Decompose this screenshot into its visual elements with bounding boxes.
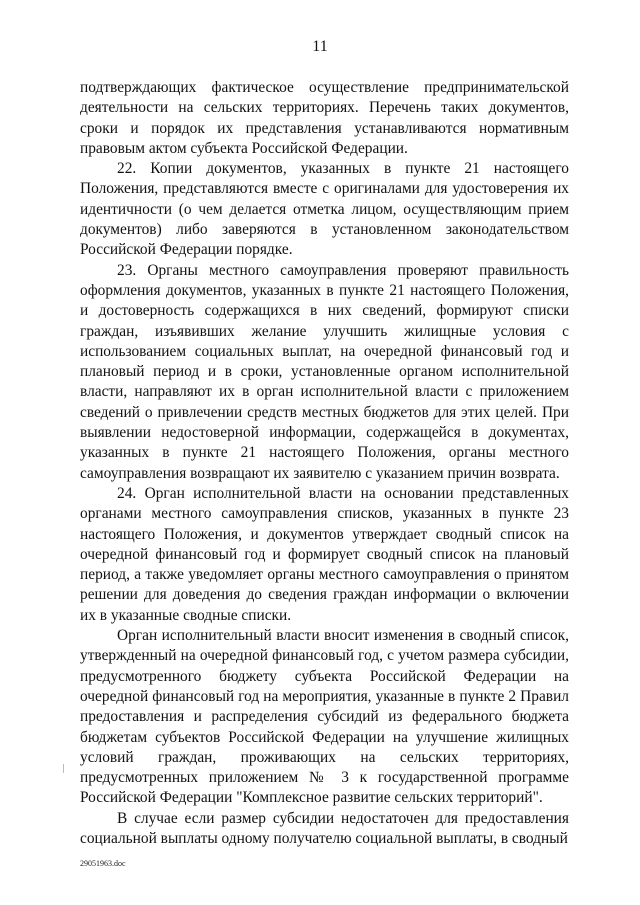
paragraph-insufficient-subsidy: В случае если размер субсидии недостаточен для предоставления социальной выплаты одному получателю социальной выплаты, в сводный [80,809,569,847]
paragraph-continuation: подтверждающих фактическое осуществление предпринимательской деятельности на сельских территориях. Перечень таких документов, сроки и порядок их представления устанавливаются нормативным правовым актом субъекта Российской Федерации. [80,79,569,157]
footer-file-name: 29051963.doc [80,859,126,868]
paragraph-23: 23. Органы местного самоуправления проверяют правильность оформления документов, указанных в пункте 21 настоящего Положения, и достоверность содержащихся в них сведений, формируют списки граждан, изъявивших желание улучшить жилищные условия с использованием социальных выплат, на очередной финансовый год и плановый период и в сроки, установленные органом исполнительной власти, направляют их в орган исполнительной власти с приложением сведений о привлечении средств местных бюджетов для этих целей. При выявлении недостоверной информации, содержащейся в документах, указанных в пункте 21 настоящего Положения, органы местного самоуправления возвращают их заявителю с указанием причин возврата. [80,261,569,482]
page-number: 11 [312,38,328,55]
document-body [80,78,569,849]
paragraph-summary-list-changes: Орган исполнительный власти вносит изменения в сводный список, утвержденный на очередной финансовый год, с учетом размера субсидии, предусмотренного бюджету субъекта Российской Федерации на очередной финансовый год на мероприятия, указанные в пункте 2 Правил предоставления и распределения субсидий из федерального бюджета бюджетам субъектов Российской Федерации на улучшение жилищных условий граждан, проживающих на сельских территориях, предусмотренных приложением № 3 к государственной программе Российской Федерации "Комплексное развитие сельских территорий". [80,627,569,807]
margin-mark [63,764,64,773]
paragraph-22: 22. Копии документов, указанных в пункте 21 настоящего Положения, представляются вместе с оригиналами для удостоверения их идентичности (о чем делается отметка лицом, осуществляющим прием документов) либо заверяются в установленном законодательством Российской Федерации порядке. [80,160,569,259]
paragraph-24: 24. Орган исполнительной власти на основании представленных органами местного самоуправления списков, указанных в пункте 23 настоящего Положения, и документов утверждает сводный список на очередной финансовый год и формирует сводный список на плановый период, а также уведомляет органы местного самоуправления о принятом решении для доведения до сведения граждан информации о включении их в указанные сводные списки. [80,484,569,624]
